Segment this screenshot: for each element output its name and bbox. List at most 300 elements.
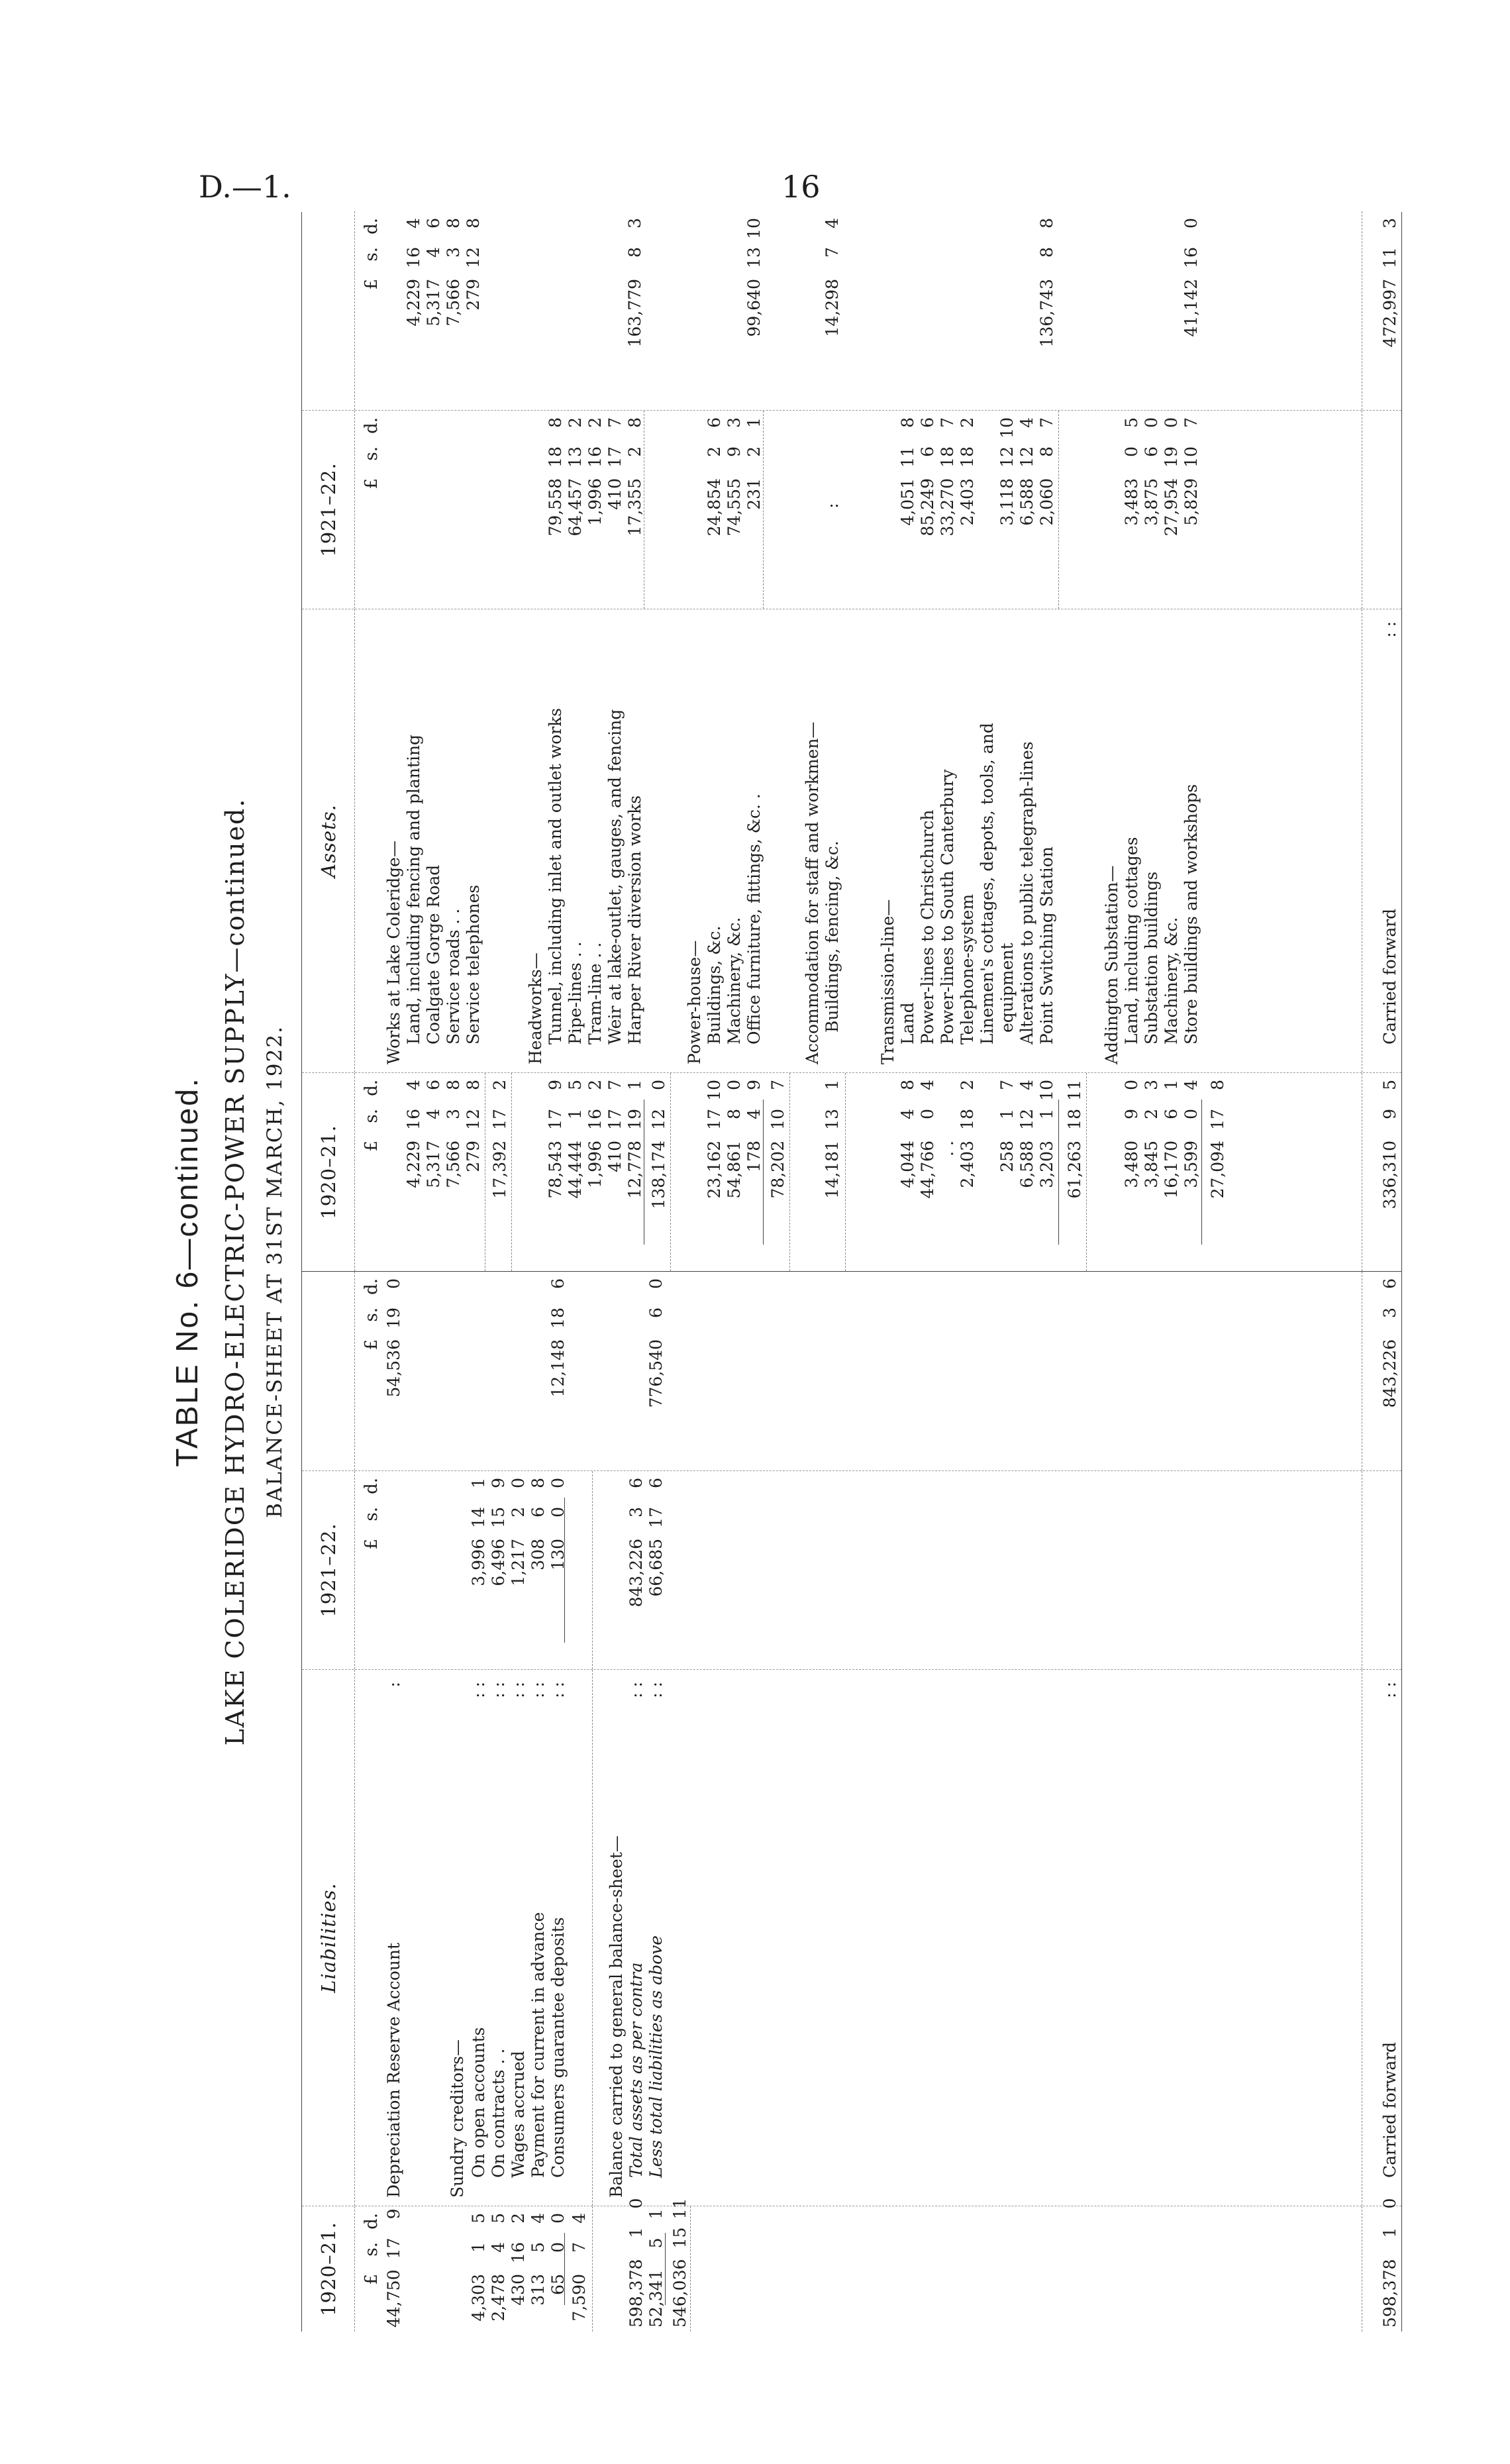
headworks-1921-22-pounds: 79,558 [546,478,565,537]
transmission-1920-21-pence: 7 [997,1080,1017,1090]
lake-works-1921-22-pounds: 5,317 [424,279,443,327]
addington-1921-22-pounds: 3,875 [1142,478,1161,526]
leader-dots: : : [509,1682,528,1698]
sundry-creditors-total-1920-21-pounds: 7,590 [570,2274,589,2322]
headworks-1920-21-pounds: 44,444 [566,1141,585,1199]
lake-works-item: Service roads . . [444,908,463,1045]
sundry-creditor-1921-22 [548,1471,568,1669]
sundry-creditor-1921-22 [489,1471,509,1669]
balance-total-1920-21 [670,2198,690,2332]
balance-total-1921-22-pounds: 776,540 [646,1339,666,1408]
total-assets-1920-21-shillings: 1 [627,2227,646,2238]
headworks-1921-22-shillings: 18 [546,446,565,468]
transmission-1920-21-pounds: 4,044 [898,1141,917,1188]
assets-carried-1920-21-shillings: 9 [1380,1109,1399,1119]
accommodation-1921-22 [823,211,842,410]
transmission-total-1920-21-pounds: 61,263 [1065,1141,1084,1199]
lsd-header [358,1073,384,1271]
addington-1920-21 [1162,1073,1182,1271]
assets-carried-1920-21-pounds: 336,310 [1380,1141,1399,1209]
liabilities-1920-21-header: 1920–21. [302,2206,355,2332]
lake-works-item: Land, including fencing and planting [404,734,423,1045]
transmission-1921-22-pounds: 2,403 [958,478,977,526]
transmission-1920-21-pence: 4 [1017,1080,1036,1090]
headworks-1920-21-pounds: 78,543 [546,1141,565,1199]
transmission-1920-21-shillings: 1 [1037,1109,1056,1119]
transmission-1921-22 [997,411,1017,609]
row-divider [670,1073,671,1271]
addington-1921-22-shillings: 6 [1142,446,1161,457]
row-divider [592,2206,593,2332]
headworks-1920-21-shillings: 17 [546,1109,565,1130]
sundry-creditor-1921-22 [528,1471,548,1669]
headworks-item: Harper River diversion works [625,795,644,1045]
transmission-1920-21-pounds: 3,203 [1037,1141,1056,1188]
addington-1921-22-shillings: 0 [1122,446,1141,457]
liabilities-1921-22-inner-column [302,1470,1401,1669]
headworks-1921-22-shillings: 16 [585,446,605,468]
addington-1921-22 [1142,411,1162,609]
carried-forward-1921-22-pence: 6 [1380,1278,1399,1289]
addington-1920-21-pence: 1 [1162,1080,1181,1090]
addington-1921-22-shillings: 19 [1162,446,1181,468]
transmission-1921-22-shillings: 11 [898,446,917,468]
depreciation-1920-21-pence: 9 [384,2208,403,2220]
row-divider [592,1670,593,2206]
headworks-1921-22-pounds: 17,355 [625,478,644,537]
transmission-1920-21-pence: 2 [958,1080,977,1090]
depreciation-1921-22-pence: 0 [384,1278,403,1289]
sundry-creditor-label: On contracts . . [489,2048,508,2178]
accommodation-1920-21 [823,1073,842,1271]
addington-total-1920-21-shillings: 17 [1208,1109,1227,1130]
row-divider [592,1471,593,1669]
sundry-creditor-1920-21-pounds: 2,478 [489,2274,508,2322]
powerhouse-1921-22-shillings: 2 [705,446,724,457]
lake-works-1920-21-pounds: 5,317 [424,1141,443,1188]
headworks-1920-21-shillings: 1 [566,1109,585,1119]
headworks-1920-21-pence: 7 [605,1080,625,1090]
transmission-total-1920-21-shillings: 18 [1065,1109,1084,1130]
headworks-1920-21-shillings: 16 [585,1109,605,1130]
sundry-creditor-1921-22-pence: 9 [489,1478,508,1488]
liabilities-description-column [302,1669,1401,2206]
headworks-1921-22-pence: 8 [625,417,644,428]
transmission-total-1920-21 [1065,1073,1085,1271]
total-rule [564,2233,565,2305]
transmission-total-1921-22 [1037,211,1057,410]
lsd-header [358,211,384,410]
sundry-creditor-1921-22-shillings: 6 [528,1507,548,1517]
sundry-creditors-total-1920-21-pence: 4 [570,2213,589,2224]
transmission-1920-21-pounds: . . [938,1141,957,1156]
liabilities-1921-22-outer-column [302,1272,1401,1470]
transmission-1921-22-pence: 7 [1037,417,1056,428]
addington-1921-22-pence: 0 [1162,417,1181,428]
total-rule [665,2233,666,2305]
transmission-1920-21-pounds: 6,588 [1017,1141,1036,1188]
liabilities-side [302,1271,1401,2332]
leader-dots: : : [469,1682,488,1698]
transmission-1921-22 [898,411,918,609]
headworks-total-1921-22-shillings: 8 [625,247,644,258]
sundry-creditor-1921-22 [469,1471,489,1669]
liabilities-1921-22-header: 1921–22. [302,1471,355,1669]
headworks-item: Weir at lake-outlet, gauges, and fencing [605,709,625,1045]
transmission-1920-21-pounds: 44,766 [918,1141,937,1199]
row-divider [789,1073,790,1271]
row-divider [511,1073,512,1271]
sundry-creditor-1921-22-pounds: 308 [528,1539,548,1570]
transmission-1921-22-shillings: 12 [997,446,1017,468]
addington-1920-21-pounds: 3,480 [1122,1141,1141,1188]
assets-1921-22-outer-body [355,211,1401,410]
transmission-1921-22-pounds: 33,270 [938,478,957,537]
carried-forward-1921-22-pounds: 843,226 [1380,1339,1399,1408]
transmission-total-1921-22-shillings: 8 [1037,247,1056,258]
accommodation-item: Buildings, fencing, &c. [823,841,842,1033]
pound-symbol: £ [362,1539,381,1550]
assets-1921-22-header: 1921–22. [302,411,355,609]
sundry-creditor-1920-21-shillings: 0 [548,2242,568,2253]
sundry-creditor-1920-21 [548,2206,568,2332]
headworks-1920-21 [625,1073,645,1271]
carried-forward-1920-21-pence: 0 [1380,2198,1399,2209]
sundry-creditor-1921-22-pence: 0 [509,1478,528,1488]
powerhouse-1920-21-shillings: 8 [725,1109,744,1119]
sundry-creditor-1920-21-pence: 0 [548,2213,568,2224]
addington-1920-21-pounds: 3,845 [1142,1141,1161,1188]
powerhouse-1921-22-pence: 1 [744,417,764,428]
transmission-1921-22-shillings: 8 [1037,446,1056,457]
total-assets-label: Total assets as per contra [627,1962,646,2178]
lake-works-item: Coalgate Gorge Road [424,864,443,1045]
sundry-creditor-1920-21-shillings: 5 [528,2242,548,2253]
assets-1921-22-inner-column [302,410,1401,609]
powerhouse-1920-21-shillings: 17 [705,1109,724,1130]
depreciation-1921-22-pounds: 54,536 [384,1339,403,1398]
addington-1920-21-shillings: 6 [1162,1109,1181,1119]
addington-1921-22-pence: 7 [1182,417,1201,428]
depreciation-1920-21-pounds: 44,750 [384,2269,403,2328]
depreciation-1921-22 [384,1272,404,1470]
headworks-total-1920-21-pence: 0 [649,1080,668,1090]
row-divider [1086,1073,1087,1271]
headworks-total-1920-21 [649,1073,669,1271]
headworks-1920-21-pounds: 410 [605,1141,625,1172]
lsd-header [358,1272,384,1470]
total-assets-1920-21-pence: 0 [627,2198,646,2209]
depreciation-label: Depreciation Reserve Account [384,1942,403,2198]
transmission-1920-21-shillings: 1 [997,1109,1017,1119]
carried-forward-1920-21-pounds: 598,378 [1380,2259,1399,2328]
shilling-symbol: s. [362,247,381,262]
rotated-table [169,212,1401,2332]
accommodation-1920-21-pounds: 14,181 [823,1141,842,1199]
powerhouse-1920-21 [744,1073,764,1271]
assets-description-column [302,609,1401,1072]
transmission-1920-21-pence [938,1080,958,1109]
transmission-1921-22 [918,411,938,609]
transmission-1921-22-pounds: 6,588 [1017,478,1036,526]
transmission-1920-21-pounds: 258 [997,1141,1017,1172]
addington-1921-22-shillings: 10 [1182,446,1201,468]
powerhouse-1920-21 [705,1073,725,1271]
balance-total-1920-21-pence: 11 [670,2198,689,2220]
transmission-1921-22-pence: 4 [1017,417,1036,428]
leader-dots: : : [1380,621,1399,638]
powerhouse-1921-22-pence: 3 [725,417,744,428]
transmission-1921-22-pence: 10 [997,417,1017,438]
assets-1921-22-inner-body [355,411,1401,609]
transmission-item: Land [898,1002,917,1045]
headworks-1921-22 [585,411,605,609]
lake-works-1921-22-pounds: 4,229 [404,279,423,327]
headworks-1921-22 [546,411,566,609]
leader-dots: : : [528,1682,548,1698]
less-liabilities-1921-22-pounds: 66,685 [646,1539,666,1597]
transmission-1921-22-shillings: 6 [918,446,937,457]
sundry-creditor-1920-21-shillings: 16 [509,2242,528,2263]
lake-works-1920-21-pounds: 4,229 [404,1141,423,1188]
lake-works-1921-22 [444,211,464,410]
accommodation-heading: Accommodation for staff and workmen— [803,721,822,1064]
liabilities-description-body [355,1670,1401,2206]
pound-symbol: £ [362,2274,381,2285]
addington-1921-22 [1162,411,1182,609]
transmission-1920-21-shillings: 18 [958,1109,977,1130]
addington-1920-21 [1122,1073,1142,1271]
lake-works-1920-21-pounds: 279 [464,1141,483,1172]
headworks-1921-22 [625,411,645,609]
transmission-1920-21 [938,1073,958,1271]
pound-symbol: £ [362,478,381,489]
total-assets-1921-22-pounds: 843,226 [627,1539,646,1608]
transmission-item: Alterations to public telegraph-lines [1017,741,1036,1045]
assets-carried-1920-21 [1380,1073,1400,1271]
pence-symbol: d. [362,1080,381,1096]
powerhouse-1920-21-pence: 10 [705,1080,724,1101]
sundry-creditor-1920-21-pounds: 313 [528,2274,548,2306]
sundry-creditor-1920-21-pounds: 4,303 [469,2274,488,2322]
transmission-heading: Transmission-line— [878,899,897,1064]
powerhouse-1921-22 [744,411,764,609]
headworks-total-1921-22-pounds: 163,779 [625,279,644,348]
total-assets-1921-22-shillings: 3 [627,1507,646,1517]
headworks-item: Tram-line . . [585,942,605,1045]
addington-total-1921-22-pence: 0 [1182,218,1201,229]
addington-total-1920-21-pounds: 27,094 [1208,1141,1227,1199]
shilling-symbol: s. [362,446,381,461]
transmission-1920-21 [918,1073,938,1271]
powerhouse-1920-21-pence: 9 [744,1080,764,1090]
lake-works-1920-21-pounds: 7,566 [444,1141,463,1188]
lake-works-total-1920-21-pounds: 17,392 [490,1141,509,1199]
powerhouse-1921-22-pounds: 74,555 [725,478,744,537]
transmission-item: Linemen's cottages, depots, tools, and [978,723,997,1045]
transmission-item: Telephone-system [958,894,977,1045]
addington-heading: Addington Substation— [1102,865,1121,1064]
sundry-creditor-1920-21-pence: 4 [528,2213,548,2224]
powerhouse-1921-22-pence: 6 [705,417,724,428]
table-title: LAKE COLERIDGE HYDRO-ELECTRIC-POWER SUPPLY—continued. [221,797,250,1746]
assets-description-body [355,609,1401,1072]
sundry-creditor-1921-22-shillings: 15 [489,1507,508,1528]
sundry-creditor-1920-21-pence: 5 [469,2213,488,2224]
sundry-creditor-label: Payment for current in advance [528,1912,548,2178]
table-subtitle: BALANCE-SHEET AT 31ST MARCH, 1922. [263,1025,287,1518]
addington-1921-22-pounds: 3,483 [1122,478,1141,526]
lake-works-1920-21 [404,1073,424,1271]
assets-carried-1921-22 [1380,211,1400,410]
headworks-1920-21-pence: 5 [566,1080,585,1090]
addington-1920-21-shillings: 0 [1182,1109,1201,1119]
transmission-1921-22 [1017,411,1037,609]
balance-total-1921-22-pence: 0 [646,1278,666,1289]
lake-works-total-1920-21-shillings: 17 [490,1109,509,1130]
transmission-1920-21-shillings: 12 [1017,1109,1036,1130]
carried-forward-1921-22-shillings: 3 [1380,1308,1399,1318]
transmission-1920-21-pence: 4 [918,1080,937,1090]
sundry-creditor-1921-22-pounds: 6,496 [489,1539,508,1586]
addington-total-1921-22 [1182,211,1201,410]
transmission-item: Power-lines to Christchurch [918,809,937,1045]
addington-1920-21-pence: 4 [1182,1080,1201,1090]
addington-item: Machinery, &c. [1162,917,1181,1045]
lake-works-1921-22-pence: 8 [464,218,483,229]
lake-works-1920-21-pence: 6 [424,1080,443,1090]
headworks-heading: Headworks— [526,952,545,1064]
headworks-1921-22-pence: 8 [546,417,565,428]
total-rule [763,1100,764,1245]
sundry-creditor-1920-21-shillings: 4 [489,2242,508,2253]
liabilities-1920-21-column [302,2198,1401,2332]
transmission-total-1920-21-pence: 11 [1065,1080,1084,1101]
sundry-creditor-1921-22-pounds: 3,996 [469,1539,488,1586]
lake-works-1921-22 [424,211,444,410]
transmission-1920-21-pence: 10 [1037,1080,1056,1101]
headworks-1920-21-pence: 1 [625,1080,644,1090]
transmission-1920-21 [997,1073,1017,1271]
powerhouse-1920-21-shillings: 4 [744,1109,764,1119]
addington-item: Store buildings and workshops [1182,784,1201,1045]
headworks-item: Pipe-lines . . [566,941,585,1045]
transmission-1920-21 [958,1073,978,1271]
shilling-symbol: s. [362,1109,381,1123]
balance-total-1920-21-shillings: 15 [670,2227,689,2249]
lake-works-1920-21-pence: 8 [444,1080,463,1090]
accommodation-1920-21-shillings: 13 [823,1109,842,1130]
transmission-1921-22-shillings: 12 [1017,446,1036,468]
assets-1920-21-body [355,1073,1401,1271]
transmission-1921-22 [1037,411,1057,609]
lake-works-1920-21-shillings: 12 [464,1109,483,1130]
powerhouse-total-1921-22-pounds: 99,640 [744,279,764,337]
lake-works-1920-21-pence: 4 [404,1080,423,1090]
powerhouse-item: Office furniture, fittings, &c. . [744,794,764,1045]
powerhouse-1920-21-pounds: 178 [744,1141,764,1172]
headworks-1920-21-shillings: 19 [625,1109,644,1130]
total-assets-1921-22 [627,1471,646,1669]
headworks-item: Tunnel, including inlet and outlet works [546,707,565,1045]
sundry-creditor-1921-22-pence: 0 [548,1478,568,1488]
sundry-creditor-1920-21 [528,2206,548,2332]
powerhouse-total-1920-21 [768,1073,788,1271]
addington-1921-22-pence: 0 [1142,417,1161,428]
lsd-header [358,2206,384,2332]
sundry-creditor-1921-22-shillings: 14 [469,1507,488,1528]
row-divider [1058,411,1059,609]
powerhouse-1921-22 [705,411,725,609]
headworks-1920-21-pounds: 1,996 [585,1141,605,1188]
lake-works-1921-22-pence: 8 [444,218,463,229]
lake-works-1920-21 [444,1073,464,1271]
headworks-1920-21 [605,1073,625,1271]
pence-symbol: d. [362,218,381,234]
less-liabilities-1920-21 [646,2206,666,2332]
addington-1920-21-pounds: 3,599 [1182,1141,1201,1188]
headworks-total-1920-21-shillings: 12 [649,1109,668,1130]
transmission-1921-22-shillings: 18 [958,446,977,468]
accommodation-1921-22-pence: 4 [823,218,842,229]
powerhouse-item: Buildings, &c. [705,925,724,1045]
addington-1921-22-pounds: 27,954 [1162,478,1181,537]
headworks-1921-22-pounds: 410 [605,478,625,510]
liabilities-1921-22-inner-body [355,1471,1401,1669]
assets-1921-22-outer-column [302,211,1401,410]
liabilities-1921-22-outer-body [355,1272,1401,1470]
pound-symbol: £ [362,279,381,290]
transmission-item: Power-lines to South Canterbury [938,769,957,1045]
transmission-1921-22-pounds: 85,249 [918,478,937,537]
headworks-1921-22-pounds: 64,457 [566,478,585,537]
powerhouse-1921-22-shillings: 2 [744,446,764,457]
transmission-1921-22-pounds: 4,051 [898,478,917,526]
powerhouse-total-1920-21-shillings: 10 [768,1109,787,1130]
shilling-symbol: s. [362,1308,381,1322]
table-number: TABLE No. 6—continued. [170,1076,204,1467]
addington-total-1921-22-shillings: 16 [1182,247,1201,268]
leader-dots: : [384,1682,403,1688]
less-liabilities-1920-21-pounds: 52,341 [646,2269,666,2328]
balance-sheet [301,212,1402,2332]
headworks-1921-22-shillings: 17 [605,446,625,468]
addington-item: Substation buildings [1142,871,1161,1045]
addington-1920-21 [1182,1073,1201,1271]
powerhouse-total-1921-22-pence: 10 [744,218,764,239]
addington-1920-21-pounds: 16,170 [1162,1141,1181,1199]
headworks-total-1921-22 [625,211,645,410]
transmission-item: Point Switching Station [1037,847,1056,1045]
addington-1921-22-pounds: 5,829 [1182,478,1201,526]
powerhouse-1920-21-pounds: 54,861 [725,1141,744,1199]
assets-carried-1921-22-shillings: 11 [1380,247,1399,268]
leader-dots: : : [627,1682,646,1698]
less-liabilities-1920-21-shillings: 5 [646,2237,666,2249]
sundry-creditor-1921-22-shillings: 0 [548,1507,568,1517]
transmission-1921-22 [938,411,958,609]
page-reference: D.—1. [199,169,291,205]
lake-works-1920-21 [424,1073,444,1271]
assets-carried-1921-22-pence: 3 [1380,218,1399,229]
shilling-symbol: s. [362,1507,381,1521]
liabilities-header: Liabilities. [302,1670,355,2206]
row-divider [845,1073,846,1271]
powerhouse-1921-22-pounds: 231 [744,478,764,510]
assets-header: Assets. [302,609,355,1072]
transmission-1921-22-pence: 6 [918,417,937,428]
sundry-creditor-label: Consumers guarantee deposits [548,1917,568,2178]
